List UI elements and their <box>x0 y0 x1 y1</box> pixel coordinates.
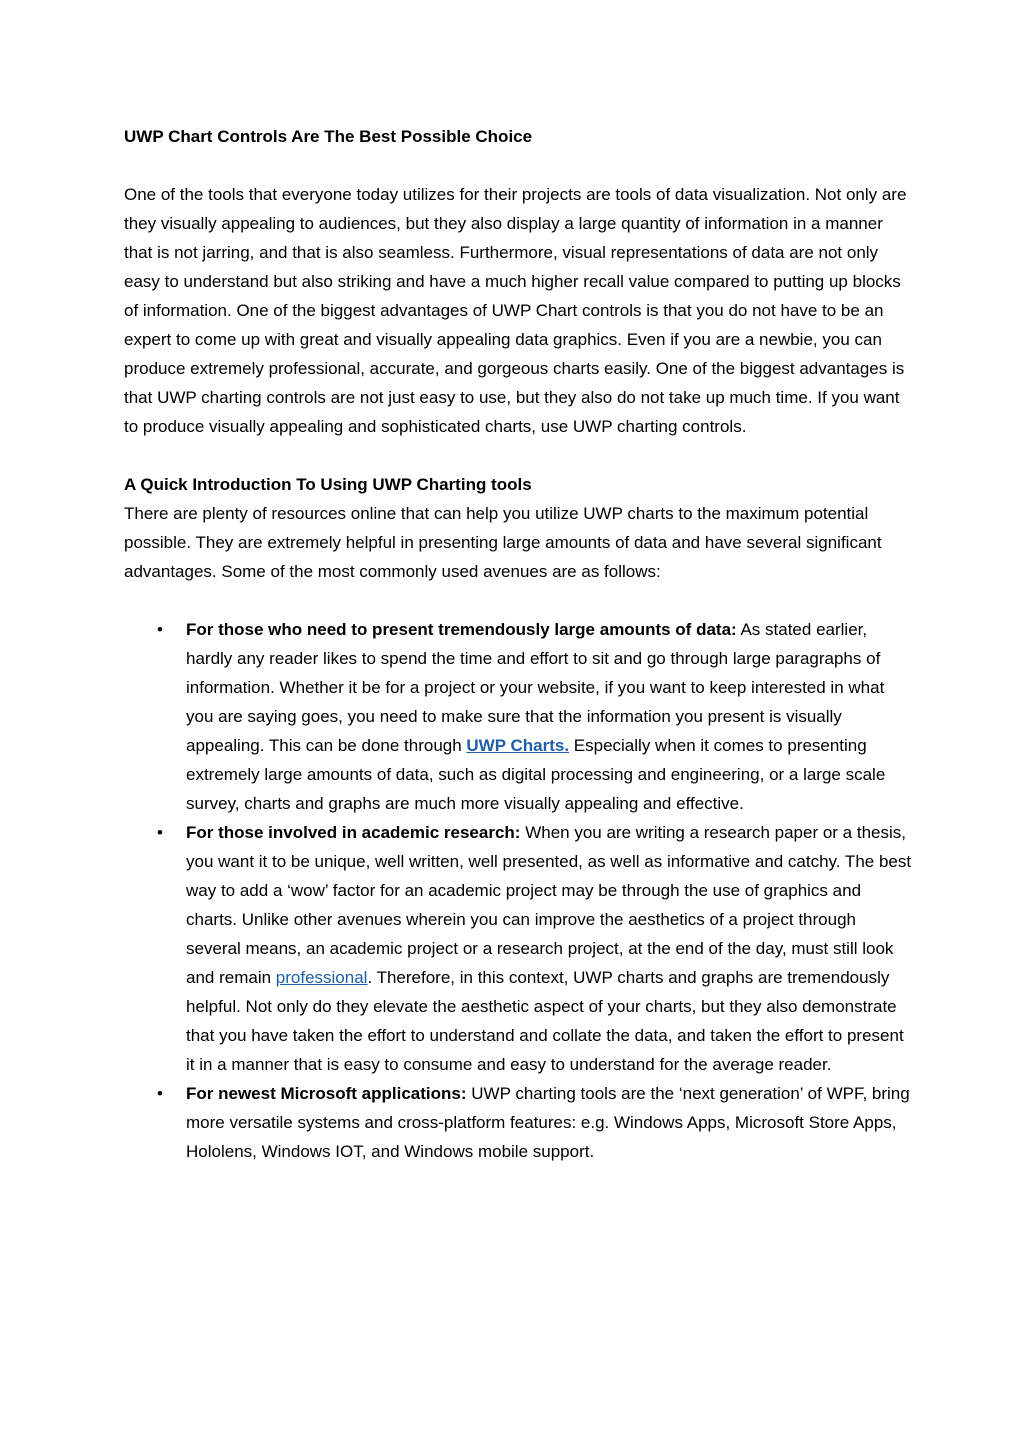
list-item-lead: For those who need to present tremendously large amounts of data: <box>186 620 737 639</box>
list-item-text: UWP charting tools are the ‘next generation’ of WPF, bring more versatile systems and cross-platform features: e.g. Windows Apps, Microsoft Store Apps, Hololens, Windows IOT, and Windows mobile support. <box>186 1084 910 1161</box>
list-item-text: When you are writing a research paper or a thesis, you want it to be unique, well written, well presented, as well as informative and catchy. The best way to add a ‘wow’ factor for an academic project may be through the use of graphics and charts. Unlike other avenues wherein you can improve the aesthetics of a project through several means, an academic project or a research project, at the end of the day, must still look and remain <box>186 823 912 987</box>
list-item-text: Especially when it comes to presenting extremely large amounts of data, such as digital processing and engineering, or a large scale survey, charts and graphs are much more visually appealing and effective. <box>186 736 886 813</box>
bullet-icon: • <box>157 1084 163 1103</box>
bullet-icon: • <box>157 620 163 639</box>
list-item-lead: For newest Microsoft applications: <box>186 1084 467 1103</box>
section-heading-uwp-chart-controls: UWP Chart Controls Are The Best Possible Choice <box>124 127 533 146</box>
intro-paragraph: One of the tools that everyone today utilizes for their projects are tools of data visualization. Not only are they visually appealing to audiences, but they also display a large quantity of information in a manner that is not jarring, and that is also seamless. Furthermore, visual representations of data are not only easy to understand but also striking and have a much higher recall value compared to putting up blocks of information. One of the biggest advantages of UWP Chart controls is that you do not have to be an expert to come up with great and visually appealing data graphics. Even if you are a newbie, you can produce extremely professional, accurate, and gorgeous charts easily. One of the biggest advantages is that UWP charting controls are not just easy to use, but they also do not take up much time. If you want to produce visually appealing and sophisticated charts, use UWP charting controls. <box>124 185 907 436</box>
list-item-academic-research <box>124 818 914 1079</box>
spacer <box>124 151 914 180</box>
list-item-text: As stated earlier, hardly any reader likes to spend the time and effort to sit and go through large paragraphs of information. Whether it be for a project or your website, if you want to keep interested in what you are saying goes, you need to make sure that the information you present is visually appealing. This can be done through <box>186 620 885 755</box>
list-item-microsoft-applications <box>124 1079 914 1166</box>
uwp-charts-link[interactable]: UWP Charts. <box>466 736 570 755</box>
spacer <box>124 586 914 615</box>
bullet-icon: • <box>157 823 163 842</box>
document-page <box>124 122 914 1166</box>
section-heading-quick-introduction: A Quick Introduction To Using UWP Charting tools <box>124 475 532 494</box>
professional-link[interactable]: professional <box>275 968 368 987</box>
avenues-list <box>124 615 914 1166</box>
introduction-paragraph: There are plenty of resources online that can help you utilize UWP charts to the maximum potential possible. They are extremely helpful in presenting large amounts of data and have several significant advantages. Some of the most commonly used avenues are as follows: <box>124 504 882 581</box>
list-item-lead: For those involved in academic research: <box>186 823 521 842</box>
list-item-text: . Therefore, in this context, UWP charts and graphs are tremendously helpful. Not only do they elevate the aesthetic aspect of your charts, but they also demonstrate that you have taken the effort to understand and collate the data, and taken the effort to present it in a manner that is easy to consume and easy to understand for the average reader. <box>186 968 904 1074</box>
list-item-large-data <box>124 615 914 818</box>
spacer <box>124 441 914 470</box>
